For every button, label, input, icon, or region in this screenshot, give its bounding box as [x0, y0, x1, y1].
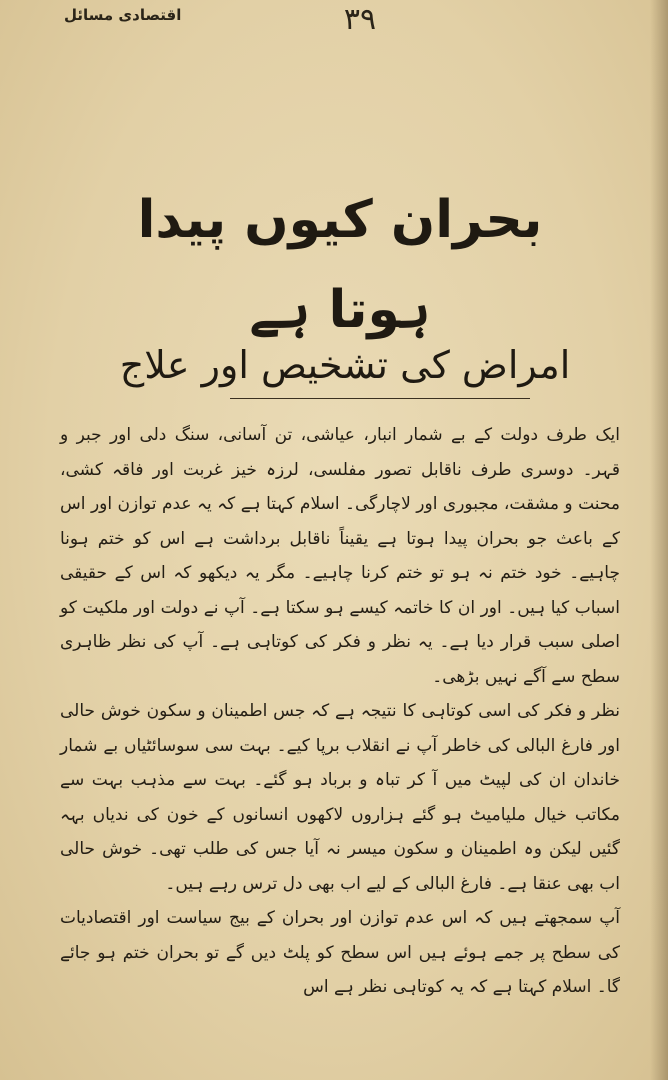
- page-edge-shadow: [650, 0, 668, 1080]
- chapter-title: بحران کیوں پیدا ہوتا ہے: [137, 190, 543, 340]
- chapter-subtitle: امراض کی تشخیص اور علاج: [119, 343, 571, 387]
- paragraph-1: ایک طرف دولت کے بے شمار انبار، عیاشی، تن آسانی، سنگ دلی اور جبر و قہر۔ دوسری طرف ناقابل تصور مفلسی، لرزہ خیز غربت اور فاقہ کشی، محنت و مشقت، مجبوری اور لاچارگی۔ اسلام کہتا ہے کہ یہ عدم توازن اور اس کے باعث جو بحران پیدا ہوتا ہے یقیناً ناقابل برداشت ہے اس کو ختم ہونا چاہیے۔ خود ختم نہ ہو تو ختم کرنا چاہیے۔ مگر یہ دیکھو کہ اس کے حقیقی اسباب کیا ہیں۔ اور ان کا خاتمہ کیسے ہو سکتا ہے۔ آپ نے دولت اور ملکیت کو اصلی سبب قرار دیا ہے۔ یہ نظر و فکر کی کوتاہی ہے۔ آپ کی نظر ظاہری سطح سے آگے نہیں بڑھی۔: [60, 425, 620, 687]
- body-text: [60, 418, 620, 1005]
- page-header: [0, 0, 668, 48]
- paragraph-2: نظر و فکر کی اسی کوتاہی کا نتیجہ ہے کہ جس اطمینان و سکون خوش حالی اور فارغ البالی کی خاطر آپ نے انقلاب برپا کیے۔ بہت سی سوسائٹیاں بے شمار خاندان ان کی لپیٹ میں آ کر تباہ و برباد ہو گئے۔ بہت سے مذہب بہت سے مکاتب خیال ملیامیٹ ہو گئے ہزاروں لاکھوں انسانوں کے خون کی ندیاں بہہ گئیں لیکن وہ اطمینان و سکون میسر نہ آیا جس کی طلب تھی۔ خوش حالی اب بھی عنقا ہے۔ فارغ البالی کے لیے اب بھی دل ترس رہے ہیں۔: [60, 701, 620, 894]
- page-number: ٣٩: [343, 2, 377, 37]
- title-underline: [230, 398, 530, 399]
- running-head: اقتصادی مسائل: [64, 6, 182, 24]
- paragraph-3: آپ سمجھتے ہیں کہ اس عدم توازن اور بحران کے بیج سیاست اور اقتصادیات کی سطح پر جمے ہوئے ہیں اس سطح کو پلٹ دیں گے تو بحران ختم ہو جائے گا۔ اسلام کہتا ہے کہ یہ کوتاہی نظر ہے اس: [60, 908, 620, 997]
